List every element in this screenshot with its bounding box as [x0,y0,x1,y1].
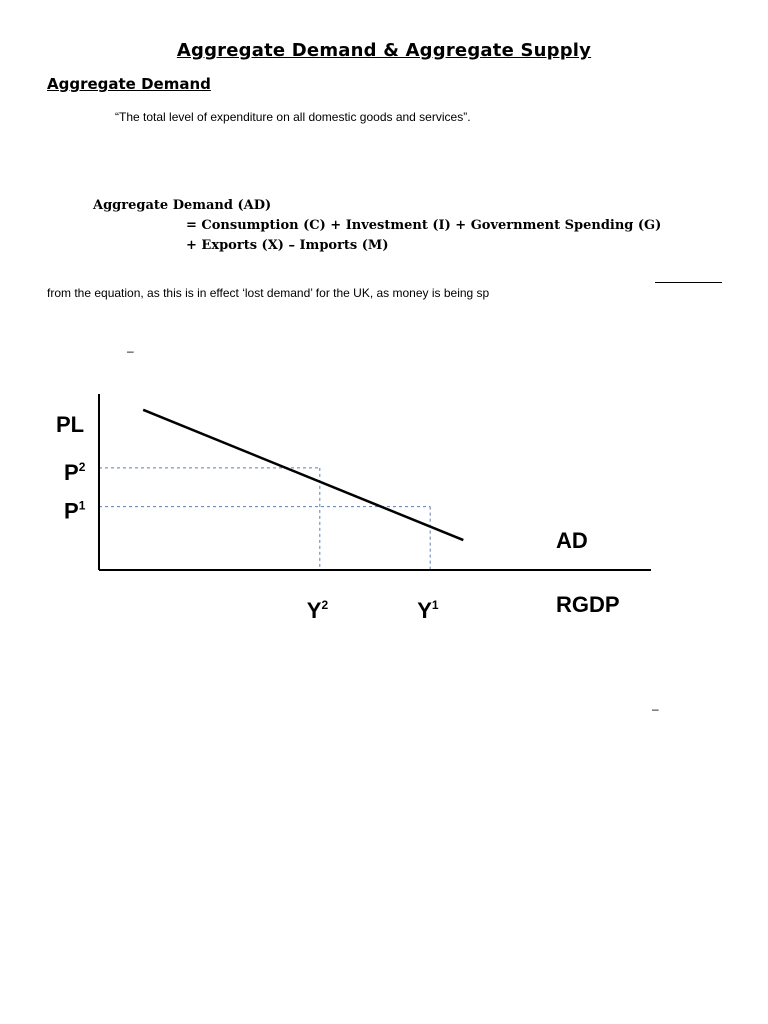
y-tick-label-p1: $P^1$ [64,498,86,524]
y-tick-label-p2: $P^2$ [64,459,86,485]
dash-mark: – [652,702,659,716]
reference-lines [99,468,430,570]
definition-quote: “The total level of expenditure on all domestic goods and services”. [115,110,471,124]
section-heading: Aggregate Demand [47,75,211,93]
y-axis-label: PL [56,412,85,437]
ad-curve [143,410,463,540]
x-axis-label: RGDP [556,592,620,617]
x-tick-label-y1: $Y^1$ [417,598,439,623]
note-text: from the equation, as this is in effect ‘lost demand’ for the UK, as money is being sp [47,286,490,300]
x-tick-label-y2: $Y^2$ [306,598,329,623]
equation-line-2: = Consumption (C) + Investment (I) + Government Spending (G) [186,218,662,233]
document-title: Aggregate Demand & Aggregate Supply [176,40,592,61]
dash-mark: – [127,344,134,358]
ad-curve-label: AD [556,528,588,553]
equation-line-3: + Exports (X) – Imports (M) [186,238,389,253]
equation-line-1: Aggregate Demand (AD) [93,198,272,213]
